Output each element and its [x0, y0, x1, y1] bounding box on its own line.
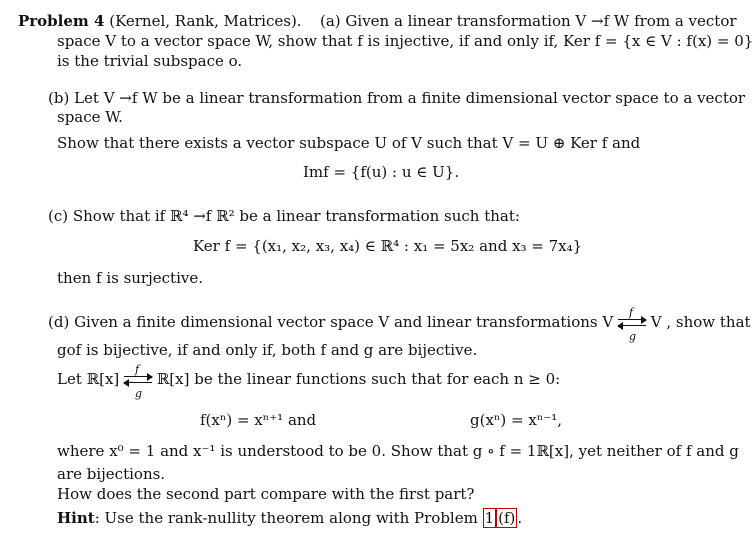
double-arrow-icon	[618, 306, 646, 343]
part-d-line5: where x⁰ = 1 and x⁻¹ is understood to be 0. Show that g ∘ f = 1ℝ[x], yet neither of f and g	[57, 442, 739, 460]
part-a-line1: (a) Given a linear transformation V →f W from a vector	[320, 12, 737, 30]
part-reference-link[interactable]: (f)	[498, 509, 516, 527]
part-d-line3	[57, 363, 561, 400]
part-a-line3: is the trivial subspace o.	[57, 52, 243, 70]
arrow-label-f: f	[628, 306, 634, 319]
problem-heading	[18, 12, 302, 31]
problem-title: Problem 4	[18, 12, 105, 30]
right-arrow-icon	[618, 319, 646, 320]
right-arrow-icon	[124, 376, 152, 377]
hint-end: .	[517, 509, 523, 527]
arrow-label-g: g	[628, 330, 637, 343]
hint-line	[57, 509, 522, 528]
part-d-line1-text: (d) Given a finite dimensional vector space V and linear transformations V	[48, 313, 614, 331]
part-c-line3: then f is surjective.	[57, 269, 203, 287]
part-d-line6: are bijections.	[57, 465, 166, 483]
hint-label: Hint	[57, 509, 95, 527]
left-arrow-icon	[618, 325, 646, 326]
part-c-line1: (c) Show that if ℝ⁴ →f ℝ² be a linear transformation such that:	[48, 207, 520, 225]
left-arrow-icon	[124, 382, 152, 383]
part-b-line1: (b) Let V →f W be a linear transformation from a finite dimensional vector space to a vector	[48, 89, 746, 107]
part-d-line7: How does the second part compare with the first part?	[57, 485, 475, 503]
part-a-line2: space V to a vector space W, show that f is injective, if and only if, Ker f = {x ∈ V : f(x) = 0}	[57, 32, 754, 50]
part-d-line1-tail: V , show that	[650, 313, 751, 331]
double-arrow-icon	[124, 363, 152, 400]
part-b-equation: Imf = {f(u) : u ∈ U}.	[303, 163, 460, 181]
part-d-line3-text: Let ℝ[x]	[57, 370, 120, 388]
part-d-line1	[48, 306, 751, 343]
part-d-equation-f: f(xⁿ) = xⁿ⁺¹ and	[200, 411, 317, 429]
problem-subtitle: (Kernel, Rank, Matrices).	[109, 12, 302, 30]
part-c-equation: Ker f = {(x₁, x₂, x₃, x₄) ∈ ℝ⁴ : x₁ = 5x₂ and x₃ = 7x₄}	[193, 237, 583, 255]
part-b-line3: Show that there exists a vector subspace U of V such that V = U ⊕ Ker f and	[57, 134, 641, 152]
problem-reference-link[interactable]: 1	[484, 509, 495, 527]
part-d-line3-tail: ℝ[x] be the linear functions such that for each n ≥ 0:	[156, 370, 561, 388]
part-b-line2: space W.	[57, 108, 123, 126]
part-d-line2: gof is bijective, if and only if, both f and g are bijective.	[57, 341, 478, 359]
hint-text: : Use the rank-nullity theorem along with Problem	[94, 509, 483, 527]
arrow-label-g: g	[135, 387, 143, 400]
arrow-label-f: f	[135, 363, 140, 376]
part-d-equation-g: g(xⁿ) = xⁿ⁻¹,	[470, 411, 563, 429]
